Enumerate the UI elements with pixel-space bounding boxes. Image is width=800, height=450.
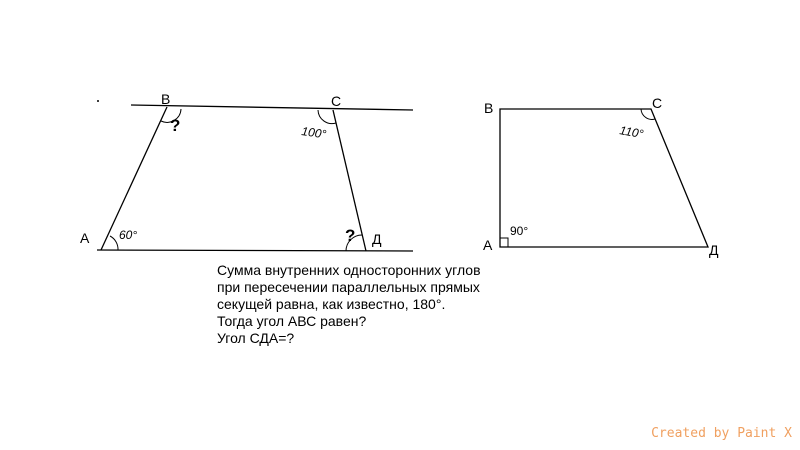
right-point-d-label: Д: [709, 242, 719, 258]
left-point-b-label: В: [161, 91, 171, 107]
left-angle-c-value: 100°: [300, 124, 328, 142]
watermark: Created by Paint X: [651, 426, 792, 441]
stray-dot: [97, 100, 99, 102]
right-trapezoid-figure: [483, 95, 719, 258]
left-trapezoid-figure: [80, 91, 413, 251]
left-top-parallel-line: [131, 105, 413, 110]
left-angle-a-value: 60°: [119, 228, 138, 242]
problem-line-4: Тогда угол АВС равен?: [217, 313, 367, 329]
right-point-c-label: С: [652, 95, 663, 111]
problem-line-1: Сумма внутренних односторонних углов: [217, 262, 481, 278]
right-point-b-label: В: [484, 100, 494, 116]
right-angle-a-value: 90°: [510, 224, 529, 238]
problem-line-2: при пересечении параллельных прямых: [217, 279, 480, 295]
problem-line-3: секущей равна, как известно, 180°.: [217, 296, 446, 312]
left-angle-d-value: ?: [345, 226, 356, 245]
problem-statement: [217, 262, 547, 347]
right-point-a-label: А: [483, 237, 493, 253]
left-angle-b-value: ?: [170, 116, 181, 135]
right-angle-marker-a: [500, 238, 508, 247]
problem-line-5: Угол СДА=?: [217, 330, 295, 346]
left-point-a-label: А: [80, 230, 90, 246]
right-angle-c-value: 110°: [618, 123, 645, 142]
left-point-c-label: С: [331, 93, 342, 109]
right-trapezoid-outline: [500, 109, 708, 247]
left-point-d-label: Д: [372, 231, 382, 247]
angle-arc-a: [110, 236, 118, 250]
